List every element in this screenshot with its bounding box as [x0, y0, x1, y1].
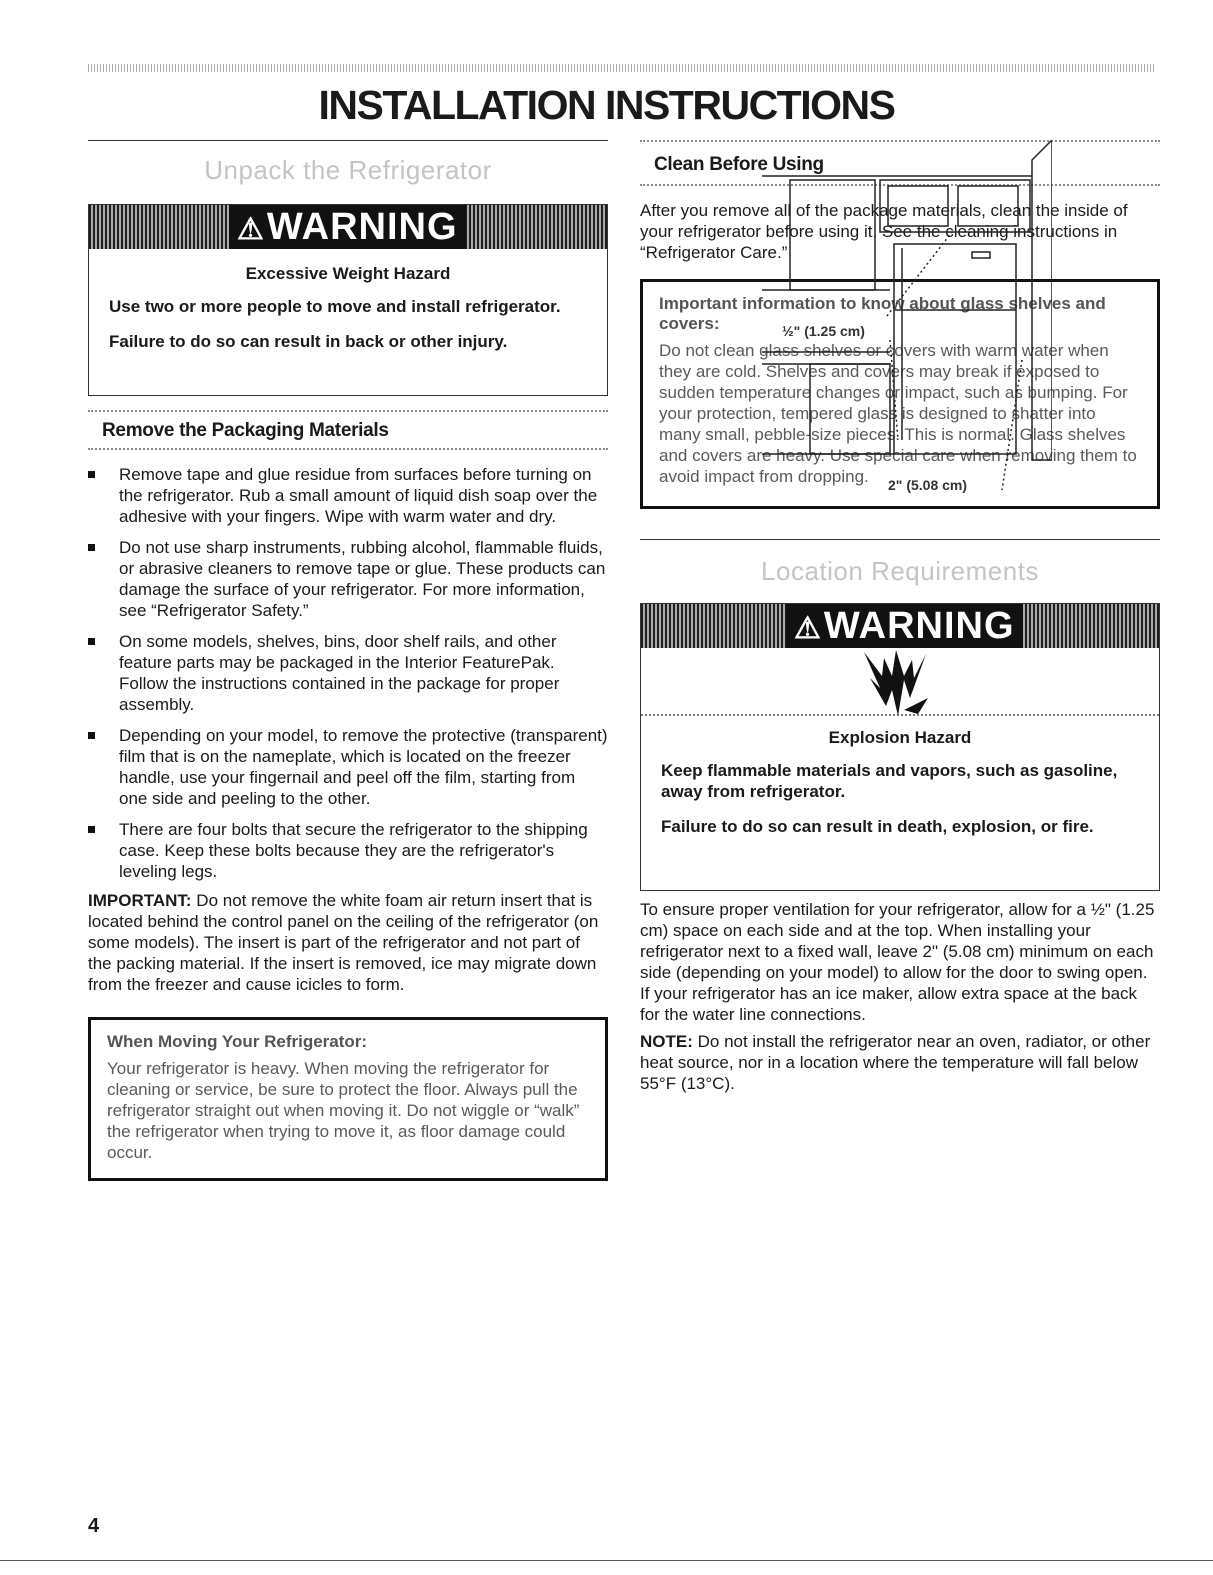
remove-packaging-heading: Remove the Packaging Materials	[102, 420, 389, 441]
bullet-icon	[88, 471, 95, 478]
clean-heading: Clean Before Using	[654, 154, 824, 175]
right-column	[640, 140, 1160, 1094]
explosion-symbol-area	[641, 648, 1159, 716]
packaging-bullet-list	[88, 464, 608, 882]
ventilation-paragraph: To ensure proper ventilation for your refrigerator, allow for a ½" (1.25 cm) space on each side and at the top. When installing your refrigerator next to a fixed wall, leave 2" (5.08 cm) minimum on each side (depending on your model) to allow for the door to swing open. If your refrigerator has an ice maker, allow extra space at the back for the water line connections.	[640, 900, 1155, 1024]
dotted-rule	[88, 448, 608, 450]
diagram-label-bottom: 2" (5.08 cm)	[888, 477, 968, 493]
warning-label-text: WARNING	[823, 605, 1015, 647]
side-wall	[1032, 140, 1052, 460]
clean-paragraph: After you remove all of the package materials, clean the inside of your refrigerator before using it. See the cleaning instructions in “Refrigerator Care.”	[640, 201, 1128, 262]
bullet-icon	[88, 826, 95, 833]
diagram-label-top: ½" (1.25 cm)	[782, 323, 865, 339]
top-decorative-rule	[88, 64, 1155, 72]
section-title-location: Location Requirements	[761, 556, 1039, 586]
hazard-title: Explosion Hazard	[828, 728, 972, 747]
explosion-warning-box	[640, 603, 1160, 891]
bottom-rule	[0, 1560, 1213, 1561]
hazard-consequence: Failure to do so can result in death, explosion, or fire.	[661, 817, 1094, 836]
section-rule	[88, 140, 608, 141]
bullet-icon	[88, 638, 95, 645]
upper-cabinet-over-fridge	[880, 180, 1030, 232]
note-paragraph: NOTE: Do not install the refrigerator near an oven, radiator, or other heat source, nor in a location where the temperature will fall below 55°F (13°C).	[640, 1032, 1151, 1093]
list-item: Remove tape and glue residue from surfaces before turning on the refrigerator. Rub a small amount of liquid dish soap over the adhesive with your fingers. Wipe with warm water and dry.	[88, 464, 608, 527]
page-title: INSTALLATION INSTRUCTIONS	[318, 82, 895, 128]
warning-label-text: WARNING	[266, 206, 458, 248]
bullet-icon	[88, 732, 95, 739]
refrigerator	[894, 244, 1016, 454]
hazard-consequence: Failure to do so can result in back or other injury.	[109, 332, 508, 351]
glass-box-text: Do not clean glass shelves or covers with warm water when they are cold. Shelves and covers may break if exposed to sudden temperature changes or impact, such as bumping. For your protection, tempered glass is designed to shatter into many small, pebble-size pieces. This is normal. Glass shelves and covers are heavy. Use special care when removing them to avoid impact from dropping.	[659, 341, 1137, 486]
list-item: Do not use sharp instruments, rubbing alcohol, flammable fluids, or abrasive cleaners to remove tape or glue. These products can damage the surface of your refrigerator. For more information, see “Refrigerator Safety.”	[88, 537, 608, 621]
warning-triangle-icon: ⚠	[237, 213, 265, 246]
warning-label	[229, 205, 466, 249]
dotted-rule	[88, 410, 608, 412]
bullet-icon	[88, 544, 95, 551]
moving-box-text: Your refrigerator is heavy. When moving the refrigerator for cleaning or service, be sure to protect the floor. Always pull the refrigerator straight out when moving it. Do not wiggle or “walk” the refrigerator when trying to move it, as floor damage could occur.	[107, 1059, 580, 1162]
important-paragraph: IMPORTANT: Do not remove the white foam air return insert that is located behind the control panel on the ceiling of the refrigerator (on some models). The insert is part of the refrigerator and not part of the packing material. If the insert is removed, ice may migrate down from the freezer and cause icicles to form.	[88, 891, 599, 994]
list-item: Depending on your model, to remove the protective (transparent) film that is on the nameplate, which is located on the freezer handle, use your fingernail and peel off the film, starting from one side and peeling to the other.	[88, 725, 608, 809]
list-item: There are four bolts that secure the refrigerator to the shipping case. Keep these bolts because they are the refrigerator's leveling legs.	[88, 819, 608, 882]
section-title-unpack: Unpack the Refrigerator	[204, 155, 492, 185]
hazard-instruction: Keep flammable materials and vapors, such as gasoline, away from refrigerator.	[661, 761, 1118, 801]
moving-box-title: When Moving Your Refrigerator:	[107, 1032, 368, 1051]
upper-cabinet	[790, 180, 875, 290]
hazard-instruction: Use two or more people to move and install refrigerator.	[109, 297, 561, 316]
page-number: 4	[88, 1515, 100, 1537]
list-item: On some models, shelves, bins, door shelf rails, and other feature parts may be packaged in the Interior FeaturePak. Follow the instructions contained in the package for proper assembly.	[88, 631, 608, 715]
section-rule	[640, 539, 1160, 540]
glass-box-title: Important information to know about glass shelves and covers:	[659, 294, 1106, 333]
warning-triangle-icon: ⚠	[794, 612, 822, 645]
warning-label	[786, 604, 1023, 648]
hazard-title: Excessive Weight Hazard	[245, 264, 451, 283]
explosion-icon	[856, 650, 936, 720]
left-column	[88, 140, 608, 1181]
moving-refrigerator-box	[88, 1017, 608, 1181]
warning-header-bar	[641, 604, 1159, 648]
warning-header-bar	[89, 205, 607, 249]
weight-warning-box	[88, 204, 608, 396]
refrigerator-clearance-diagram	[752, 140, 1052, 500]
